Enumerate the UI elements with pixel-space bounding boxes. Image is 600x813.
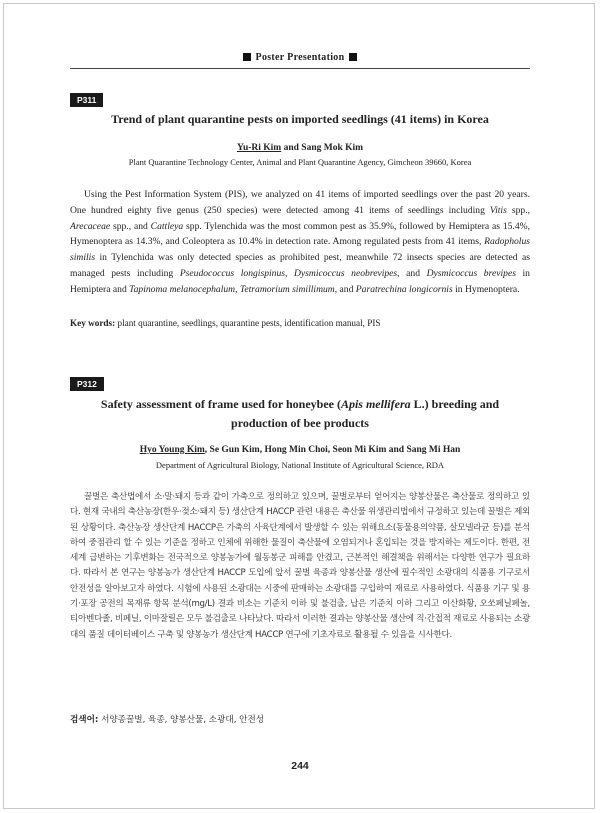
keywords-list: plant quarantine, seedlings, quarantine pests, identification manual, PIS (115, 318, 381, 328)
abstract-body: 꿀벌은 축산법에서 소·말·돼지 등과 같이 가축으로 정의하고 있으며, 꿀벌로부터 얻어지는 양봉산물은 축산물로 정의하고 있다. 현재 국내의 축산농장(한우·젖소·돼지 등) 생산단계 HACCP 관련 내용은 축산물 위생관리법에서 규정하고 있는데 꿀벌은 제외된 상황이다. 축산농장 생산단계 HACCP은 가축의 사육단계에서 발생할 수 있는 위해요소(동물용의약품, 살모넬라균 등)를 분석하여 중점관리 할 수 있는 기준을 정하고 인체에 위해한 물질이 축산물에 오염되거나 혼입되는 것을 방지하는 제도이다. 한편, 전 세계 급변하는 기후변화는 전국적으로 양봉농가에 월동봉군 피해를 안겼고, 근본적인 해결책을 위해서는 다양한 연구가 필요하다. 따라서 본 연구는 양봉농가 생산단계 HACCP 도입에 앞서 꿀벌 육종과 양봉산물 생산에 필수적인 소광대의 식품용 기구로서 안전성을 알아보고자 하였다. 시험에 사용된 소광대는 시중에 판매하는 소광대를 구입하여 재료로 사용하였다. 식품용 기구 및 용기·포장 공전의 목재류 항목 분석(mg/L) 결과 비소는 기준치 이하 및 불검출, 납은 기준치 이하 그리고 이산화황, 오쏘페닐페놀, 티아벤다졸, 비페닐, 이마잘릴은 모두 불검출로 나타났다. 따라서 이러한 결과는 양봉산물 생산에 직·간접적 재료로 사용되는 소광대의 품질 데이터베이스 구축 및 양봉농가 생산단계 HACCP 연구에 기초자료로 활용될 수 있음을 시사한다. (70, 492, 530, 640)
page-number: 244 (291, 760, 309, 772)
abstract-authors (70, 445, 530, 455)
keywords-list: 서양종꿀벌, 육종, 양봉산물, 소광대, 안전성 (98, 715, 265, 725)
black-square-icon (349, 53, 357, 61)
abstract-title: Safety assessment of frame used for honeybee (Apis mellifera L.) breeding and production of bee products (100, 397, 500, 430)
header-rule (70, 68, 530, 69)
co-authors: , Se Gun Kim, Hong Min Choi, Seon Mi Kim and Sang Mi Han (204, 445, 461, 455)
keywords (70, 318, 530, 328)
black-square-icon (243, 53, 251, 61)
abstract-id-badge: P311 (70, 93, 103, 107)
presenting-author: Hyo Young Kim (139, 445, 205, 455)
abstract-body: Using the Pest Information System (PIS), we analyzed on 41 items of imported seedlings over the past 20 years. One hundred eighty five genus (250 species) were detected among 41 items of seedlings including Vitis spp., Arecaceae spp., and Cattleya spp. Tylenchida was the most common pest as 35.9%, followed by Hemiptera as 15.4%, Hymenoptera as 14.3%, and Coleoptera as 10.4% in detection rate. Among regulated pests from 41 items, Radopholus similis in Tylenchida was only detected species as prohibited pest, meanwhile 72 insects species are detected as managed pests including Pseudococcus longispinus, Dysmicoccus neobrevipes, and Dysmicoccus brevipes in Hemiptera and Tapinoma melanocephalum, Tetramorium simillimum, and Paratrechina longicornis in Hymenoptera. (70, 189, 531, 295)
section-header (0, 52, 600, 63)
keywords-label: Key words: (70, 318, 116, 328)
co-authors: and Sang Mok Kim (281, 143, 364, 153)
abstract-title: Trend of plant quarantine pests on imported seedlings (41 items) in Korea (111, 112, 489, 126)
keywords (70, 713, 530, 725)
abstract-authors (70, 143, 530, 153)
keywords-label: 검색어: (70, 715, 99, 725)
abstract-affiliation: Department of Agricultural Biology, National Institute of Agricultural Science, RDA (155, 460, 445, 470)
presenting-author: Yu-Ri Kim (236, 143, 282, 153)
abstract-affiliation: Plant Quarantine Technology Center, Animal and Plant Quarantine Agency, Gimcheon 39660, Korea (128, 157, 472, 167)
section-header-text: Poster Presentation (255, 52, 345, 63)
abstract-id-badge: P312 (70, 377, 104, 391)
